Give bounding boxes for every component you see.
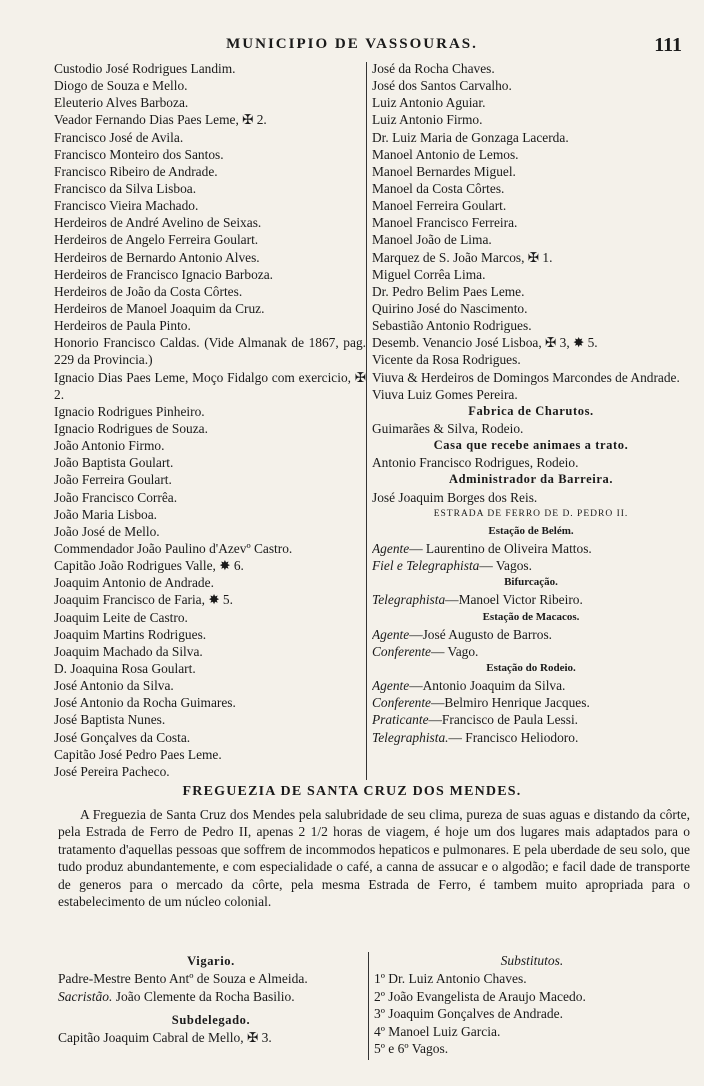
list-item: Joaquim Francisco de Faria, ✸ 5.: [54, 592, 233, 608]
person-name: João Clemente da Rocha Basilio.: [115, 988, 295, 1004]
station-rodeio-heading: Estação do Rodeio.: [486, 661, 576, 674]
list-item: Desemb. Venancio José Lisboa, ✠ 3, ✸ 5.: [372, 335, 598, 351]
list-item: Antonio Francisco Rodrigues, Rodeio.: [372, 455, 579, 471]
list-item: Francisco Ribeiro de Andrade.: [54, 163, 218, 179]
list-item: [372, 694, 690, 711]
list-item: [372, 643, 690, 660]
casa-heading: Casa que recebe animaes a trato.: [433, 438, 629, 453]
person-name: — Vagos.: [479, 558, 532, 574]
list-item: Viuva Luiz Gomes Pereira.: [372, 386, 518, 402]
role-label: Agente: [372, 540, 410, 556]
list-item: Viuva & Herdeiros de Domingos Marcondes de Andrade.: [372, 369, 680, 385]
list-item: Veador Fernando Dias Paes Leme, ✠ 2.: [54, 112, 267, 128]
list-item: Quirino José do Nascimento.: [372, 300, 528, 316]
list-item: Francisco Monteiro dos Santos.: [54, 146, 224, 162]
station-macacos-heading: Estação de Macacos.: [482, 610, 580, 623]
list-item: Luiz Antonio Aguiar.: [372, 95, 486, 111]
role-label: Conferente: [372, 643, 432, 659]
person-name: — Vago.: [431, 643, 479, 659]
list-item: Francisco José de Avila.: [54, 129, 184, 145]
person-name: — Laurentino de Oliveira Mattos.: [409, 540, 592, 556]
list-item: Padre-Mestre Bento Antº de Souza e Almeida.: [58, 971, 308, 986]
list-item: [58, 988, 364, 1006]
list-item: Capitão João Rodrigues Valle, ✸ 6.: [54, 558, 244, 574]
list-item: Commendador João Paulino d'Azevº Castro.: [54, 541, 293, 556]
left-column: [54, 60, 366, 780]
parish-officials: [58, 952, 690, 1062]
list-item: [372, 540, 690, 557]
list-item: José Antonio da Silva.: [54, 678, 174, 694]
list-item: Luiz Antonio Firmo.: [372, 112, 483, 128]
list-item: D. Joaquina Rosa Goulart.: [54, 660, 196, 676]
list-item: [372, 711, 690, 728]
list-item: Joaquim Leite de Castro.: [54, 609, 188, 625]
list-item: [372, 677, 690, 694]
role-label: Agente: [372, 678, 410, 694]
list-item: [372, 591, 690, 608]
list-item: Francisco Vieira Machado.: [54, 198, 199, 214]
role-label: Fiel e Telegraphista: [372, 558, 480, 574]
list-item: José Gonçalves da Costa.: [54, 729, 191, 745]
list-item: Dr. Luiz Maria de Gonzaga Lacerda.: [372, 129, 569, 145]
list-item: Herdeiros de Paula Pinto.: [54, 318, 191, 334]
column-divider: [368, 952, 370, 1060]
list-item: Ignacio Dias Paes Leme, Moço Fidalgo com exercicio, ✠ 2.: [54, 369, 366, 402]
list-item: Custodio José Rodrigues Landim.: [54, 61, 236, 76]
role-label: Sacristão.: [58, 988, 113, 1004]
role-label: Telegraphista.: [372, 729, 449, 745]
person-name: —José Augusto de Barros.: [409, 626, 553, 642]
bottom-left-column: [58, 952, 364, 1047]
substitutos-heading: Substitutos.: [500, 953, 564, 968]
person-name: —Belmiro Henrique Jacques.: [431, 695, 590, 711]
column-divider: [366, 62, 368, 780]
list-item: João Baptista Goulart.: [54, 455, 174, 471]
list-item: João Maria Lisboa.: [54, 506, 158, 522]
list-item: 3º Joaquim Gonçalves de Andrade.: [374, 1006, 564, 1022]
list-item: Herdeiros de João da Costa Côrtes.: [54, 283, 243, 299]
list-item: Herdeiros de Francisco Ignacio Barboza.: [54, 266, 273, 282]
list-item: [372, 557, 690, 574]
subdelegado-heading: Subdelegado.: [171, 1013, 251, 1028]
list-item: Joaquim Martins Rodrigues.: [54, 626, 207, 642]
list-item: João Ferreira Goulart.: [54, 472, 172, 488]
list-item: Guimarães & Silva, Rodeio.: [372, 420, 524, 436]
list-item: 4º Manoel Luiz Garcia.: [374, 1023, 501, 1039]
railway-heading: ESTRADA DE FERRO DE D. PEDRO II.: [433, 508, 629, 519]
list-item: José Pereira Pacheco.: [54, 763, 170, 779]
list-item: José dos Santos Carvalho.: [372, 78, 512, 94]
list-item: Sebastião Antonio Rodrigues.: [372, 318, 532, 334]
page-number: 111: [654, 34, 682, 56]
list-item: José Baptista Nunes.: [54, 712, 166, 728]
person-name: —Antonio Joaquim da Silva.: [409, 678, 566, 694]
list-item: Herdeiros de Manoel Joaquim da Cruz.: [54, 300, 265, 316]
list-item: Manoel Antonio de Lemos.: [372, 146, 519, 162]
section-title: FREGUEZIA DE SANTA CRUZ DOS MENDES.: [182, 784, 522, 799]
list-item: 5º e 6º Vagos.: [374, 1041, 449, 1057]
person-name: —Francisco de Paula Lessi.: [428, 712, 579, 728]
list-item: Capitão Joaquim Cabral de Mello, ✠ 3.: [58, 1030, 272, 1046]
list-item: Manoel Bernardes Miguel.: [372, 163, 516, 179]
list-item: Francisco da Silva Lisboa.: [54, 180, 197, 196]
barreira-heading: Administrador da Barreira.: [448, 472, 614, 487]
list-item: José Joaquim Borges dos Reis.: [372, 489, 538, 505]
role-label: Agente: [372, 626, 410, 642]
list-item: [372, 626, 690, 643]
section-paragraph: A Freguezia de Santa Cruz dos Mendes pela salubridade de seu clima, pureza de suas aguas e distando da côrte, pela Estrada de Ferro de Pedro II, apenas 2 1/2 horas de viagem, é hoje um dos lugares mais adaptados para o tratamento d'aquellas pessoas que soffrem de incommodos hepaticos e pulmonares. E pela uberdade de seu solo, que tudo produz abundantemente, e com especialidade o café, a canna de assucar e o algodão; e facil dade de transporte de generos para o mercado da côrte, pela mesma Estrada de Ferro, é tambem muito apropriada para o estabelecimento de um núcleo colonial.: [58, 807, 690, 910]
page-title: MUNICIPIO DE VASSOURAS.: [226, 36, 478, 52]
list-item: 2º João Evangelista de Araujo Macedo.: [374, 988, 586, 1004]
bottom-right-column: [374, 952, 690, 1058]
list-item: Ignacio Rodrigues Pinheiro.: [54, 403, 205, 419]
list-item: João Antonio Firmo.: [54, 438, 165, 454]
list-item: Marquez de S. João Marcos, ✠ 1.: [372, 249, 553, 265]
list-item: João Francisco Corrêa.: [54, 489, 178, 505]
station-belem-heading: Estação de Belém.: [488, 524, 574, 537]
list-item: Herdeiros de Bernardo Antonio Alves.: [54, 249, 260, 265]
list-item: Herdeiros de Angelo Ferreira Goulart.: [54, 232, 259, 248]
station-bifurcacao-heading: Bifurcação.: [504, 576, 558, 589]
list-item: João José de Mello.: [54, 523, 160, 539]
role-label: Praticante: [372, 712, 429, 728]
list-item: José Antonio da Rocha Guimares.: [54, 695, 236, 711]
list-item: Vicente da Rosa Rodrigues.: [372, 352, 521, 368]
fabrica-heading: Fabrica de Charutos.: [468, 403, 594, 418]
list-item: 1º Dr. Luiz Antonio Chaves.: [374, 971, 527, 986]
list-item: Manoel da Costa Côrtes.: [372, 180, 505, 196]
list-item: Ignacio Rodrigues de Souza.: [54, 421, 208, 437]
residents-columns: [54, 60, 690, 780]
list-item: Joaquim Machado da Silva.: [54, 643, 203, 659]
role-label: Telegraphista: [372, 592, 446, 608]
list-item: José da Rocha Chaves.: [372, 61, 495, 76]
list-item: Manoel João de Lima.: [372, 232, 492, 248]
list-item: Capitão José Pedro Paes Leme.: [54, 746, 222, 762]
list-item: Honorio Francisco Caldas. (Vide Almanak de 1867, pag. 229 da Provincia.): [54, 335, 366, 368]
list-item: Herdeiros de André Avelino de Seixas.: [54, 215, 262, 231]
list-item: Diogo de Souza e Mello.: [54, 78, 188, 94]
list-item: Manoel Francisco Ferreira.: [372, 215, 518, 231]
list-item: [372, 729, 690, 746]
list-item: Miguel Corrêa Lima.: [372, 266, 486, 282]
list-item: Manoel Ferreira Goulart.: [372, 198, 507, 214]
role-label: Conferente: [372, 695, 432, 711]
vigario-heading: Vigario.: [187, 954, 235, 968]
person-name: — Francisco Heliodoro.: [448, 729, 579, 745]
list-item: Eleuterio Alves Barboza.: [54, 95, 189, 111]
list-item: Joaquim Antonio de Andrade.: [54, 575, 214, 591]
right-column: [372, 60, 690, 746]
person-name: —Manoel Victor Ribeiro.: [445, 592, 583, 608]
page-header: [0, 34, 704, 58]
list-item: Dr. Pedro Belim Paes Leme.: [372, 283, 525, 299]
